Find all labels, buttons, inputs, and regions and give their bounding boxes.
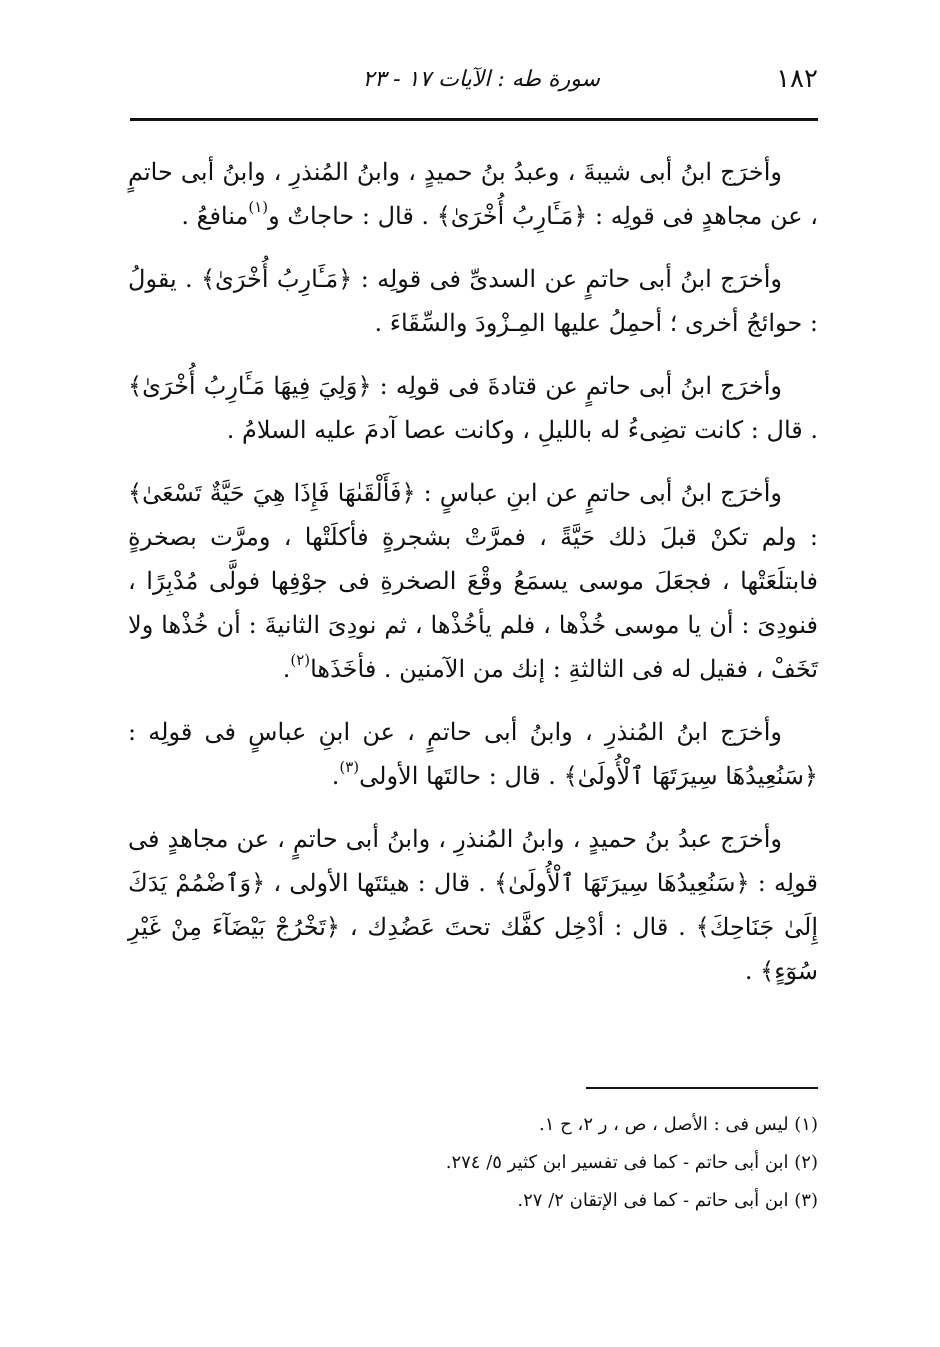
paragraph-text: وأخرَج ابنُ أبى حاتمٍ عن ابنِ عباسٍ : ﴿فَأَلْقَىٰهَا فَإِذَا هِيَ حَيَّةٌ تَسْعَىٰ﴾ : ولم تكنْ قبلَ ذلك حَيَّةً ، فمرَّتْ بشجرةٍ فأكلَتْها ، ومرَّت بصخرةٍ فابتلَعَتْها ، فجعَلَ موسى يسمَعُ وقْعَ الصخرةِ فى جوْفِها فولَّى مُدْبِرًا ، فنودِىَ : أن يا موسى خُذْها ، فلم يأخُذْها ، ثم نودِىَ الثانيةَ : أن خُذْها ولا تَخَفْ ، فقيل له فى الثالثةِ : إنك من الآمنين . فأخَذَها	[128, 479, 818, 683]
paragraph	[128, 817, 818, 993]
running-head-title: سورة طه : الآيات ١٧ - ٢٣	[362, 67, 600, 92]
paragraph-text: وأخرَج ابنُ أبى حاتمٍ عن السدىِّ فى قولِه : ﴿مَـَٔارِبُ أُخْرَىٰ﴾ . يقولُ : حوائجُ أخرى ؛ أحمِلُ عليها المِـزْودَ والسِّقَاءَ .	[128, 265, 818, 337]
paragraph-text: وأخرَج ابنُ المُنذرِ ، وابنُ أبى حاتمٍ ، عن ابنِ عباسٍ فى قولِه : ﴿سَنُعِيدُهَا سِيرَتَهَا ٱلْأُولَىٰ﴾ . قال : حالتَها الأولى	[128, 718, 818, 790]
paragraph-text: وأخرَج ابنُ أبى شيبةَ ، وعبدُ بنُ حميدٍ ، وابنُ المُنذرِ ، وابنُ أبى حاتمٍ ، عن مجاهدٍ فى قولِه : ﴿مَـَٔارِبُ أُخْرَىٰ﴾ . قال : حاجاتٌ و	[128, 158, 818, 230]
paragraph	[128, 710, 818, 798]
page-number: ١٨٢	[776, 64, 818, 94]
footnote: (١) ليس فى : الأصل ، ص ، ر ٢، ح ١.	[539, 1114, 818, 1135]
paragraph-tail: .	[331, 762, 340, 790]
paragraph-text: وأخرَج ابنُ أبى حاتمٍ عن قتادةَ فى قولِه : ﴿وَلِيَ فِيهَا مَـَٔارِبُ أُخْرَىٰ﴾ . قال : كانت تضِىءُ له بالليلِ ، وكانت عصا آدمَ عليه السلامُ .	[128, 372, 818, 444]
paragraph	[128, 471, 818, 691]
footnote: (٢) ابن أبى حاتم - كما فى تفسير ابن كثير ٥/ ٢٧٤.	[445, 1152, 818, 1173]
footnotes	[130, 1106, 818, 1220]
paragraph-tail: منافعُ .	[181, 202, 249, 230]
paragraph	[128, 257, 818, 345]
footnote-reference: (٢)	[290, 651, 311, 669]
footnote-reference: (١)	[248, 198, 269, 216]
main-text	[128, 150, 818, 1012]
footnote: (٣) ابن أبى حاتم - كما فى الإتقان ٢/ ٢٧.	[517, 1190, 818, 1211]
footnote-reference: (٣)	[339, 758, 360, 776]
paragraph	[128, 150, 818, 238]
paragraph-text: وأخرَج عبدُ بنُ حميدٍ ، وابنُ المُنذرِ ، وابنُ أبى حاتمٍ ، عن مجاهدٍ فى قولِه : ﴿سَنُعِيدُهَا سِيرَتَهَا ٱلْأُولَىٰ﴾ . قال : هيئتَها الأولى ، ﴿وَٱضْمُمْ يَدَكَ إِلَىٰ جَنَاحِكَ﴾ . قال : أدْخِل كفَّك تحتَ عَضُدِك ، ﴿تَخْرُجْ بَيْضَآءَ مِنْ غَيْرِ سُوٓءٍ﴾ .	[128, 825, 818, 985]
footnote-separator	[586, 1087, 818, 1089]
paragraph	[128, 364, 818, 452]
header-rule	[130, 118, 818, 121]
running-head	[130, 58, 818, 98]
paragraph-tail: .	[282, 655, 291, 683]
